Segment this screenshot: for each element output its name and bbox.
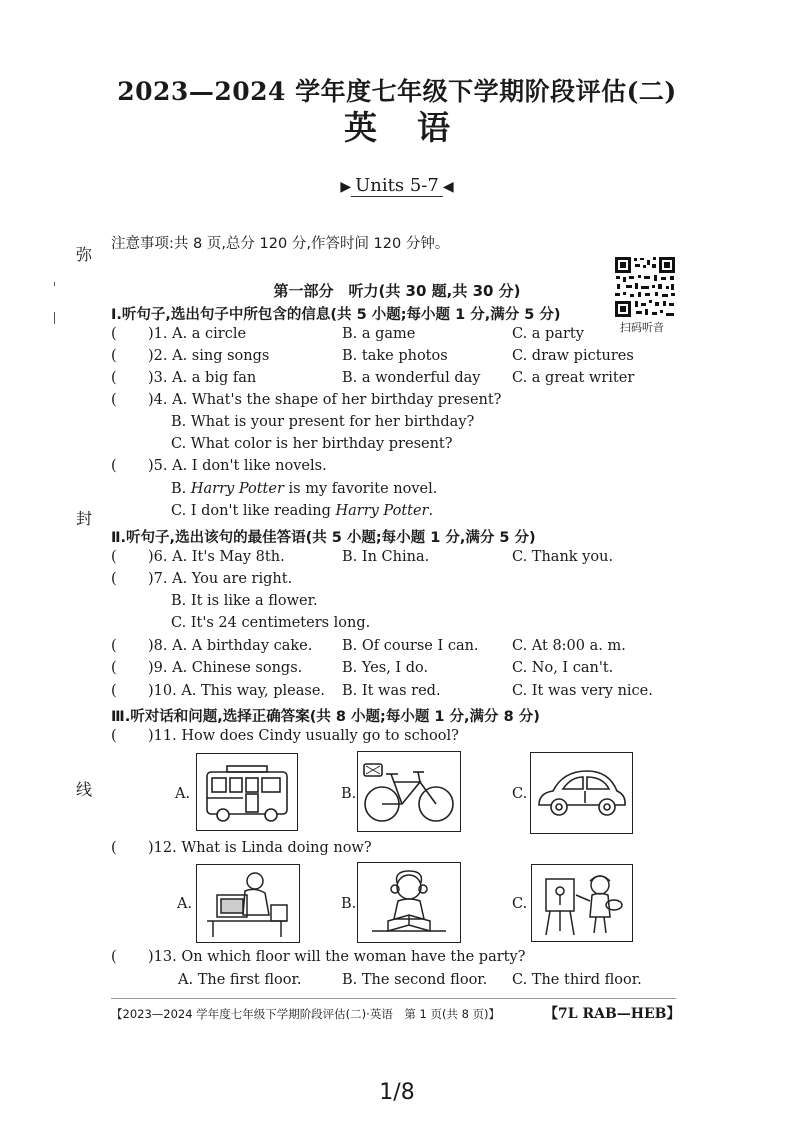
option-text: is my favorite novel. xyxy=(283,481,438,497)
question-4: )4. A. What's the shape of her birthday present? xyxy=(148,392,502,408)
question-5-option-b xyxy=(171,481,437,497)
answer-paren[interactable]: ( xyxy=(111,370,117,386)
question-13-option-b: B. The second floor. xyxy=(342,972,488,988)
book-title: Harry Potter xyxy=(335,503,429,519)
part-one-title: 第一部分 听力(共 30 题,共 30 分) xyxy=(273,282,521,300)
option-text: . xyxy=(428,503,434,519)
section-three-heading: Ⅲ.听对话和问题,选择正确答案(共 8 小题;每小题 1 分,满分 8 分) xyxy=(111,709,540,725)
reading-picture[interactable] xyxy=(357,862,461,943)
question-2-option-b: B. take photos xyxy=(342,348,448,364)
left-triangle-icon: ◀ xyxy=(442,179,454,195)
answer-paren[interactable]: ( xyxy=(111,840,117,856)
question-10-option-c: C. It was very nice. xyxy=(512,683,653,699)
question-10-option-b: B. It was red. xyxy=(342,683,441,699)
bus-picture[interactable] xyxy=(196,753,298,831)
question-13-option-a: A. The first floor. xyxy=(178,972,302,988)
page-number: 1/8 xyxy=(379,1080,415,1105)
footer-text: 【2023—2024 学年度七年级下学期阶段评估(二)·英语 第 1 页(共 8 页)】 xyxy=(111,1007,501,1021)
option-c-label: C. xyxy=(512,786,528,802)
section-two-heading: Ⅱ.听句子,选出该句的最佳答语(共 5 小题;每小题 1 分,满分 5 分) xyxy=(111,530,536,546)
answer-paren[interactable]: ( xyxy=(111,348,117,364)
answer-paren[interactable]: ( xyxy=(111,683,117,699)
exam-title: 2023—2024 学年度七年级下学期阶段评估(二) xyxy=(117,77,677,106)
option-b-label: B. xyxy=(341,786,357,802)
question-8-option-b: B. Of course I can. xyxy=(342,638,479,654)
question-2: )2. A. sing songs xyxy=(148,348,270,364)
question-13: )13. On which floor will the woman have the party? xyxy=(148,949,526,965)
question-6: )6. A. It's May 8th. xyxy=(148,549,285,565)
question-5-option-c xyxy=(171,503,433,519)
answer-paren[interactable]: ( xyxy=(111,458,117,474)
option-c-label: C. xyxy=(512,896,528,912)
option-b-label: B. xyxy=(341,896,357,912)
question-7-option-b: B. It is like a flower. xyxy=(171,593,318,609)
option-text: C. I don't like reading xyxy=(171,503,336,519)
question-4-option-b: B. What is your present for her birthday? xyxy=(171,414,475,430)
question-6-option-b: B. In China. xyxy=(342,549,430,565)
question-7-option-c: C. It's 24 centimeters long. xyxy=(171,615,371,631)
question-3-option-b: B. a wonderful day xyxy=(342,370,481,386)
footer-divider xyxy=(111,998,676,999)
answer-paren[interactable]: ( xyxy=(111,549,117,565)
question-10: )10. A. This way, please. xyxy=(148,683,326,699)
question-1-option-c: C. a party xyxy=(512,326,584,342)
book-title: Harry Potter xyxy=(190,481,284,497)
section-one-heading: Ⅰ.听句子,选出句子中所包含的信息(共 5 小题;每小题 1 分,满分 5 分) xyxy=(111,307,561,323)
question-13-option-c: C. The third floor. xyxy=(512,972,642,988)
units-label: Units 5-7 xyxy=(351,175,443,197)
question-5: )5. A. I don't like novels. xyxy=(148,458,327,474)
computer-picture[interactable] xyxy=(196,864,300,943)
question-8-option-c: C. At 8:00 a. m. xyxy=(512,638,626,654)
question-3: )3. A. a big fan xyxy=(148,370,257,386)
option-a-label: A. xyxy=(177,896,193,912)
answer-paren[interactable]: ( xyxy=(111,326,117,342)
question-9-option-b: B. Yes, I do. xyxy=(342,660,429,676)
option-a-label: A. xyxy=(175,786,191,802)
side-mark-xian: 线 xyxy=(76,780,93,799)
question-7: )7. A. You are right. xyxy=(148,571,293,587)
question-9: )9. A. Chinese songs. xyxy=(148,660,303,676)
question-12: )12. What is Linda doing now? xyxy=(148,840,372,856)
question-1: )1. A. a circle xyxy=(148,326,247,342)
car-picture[interactable] xyxy=(530,752,633,834)
units-banner xyxy=(0,175,794,197)
question-9-option-c: C. No, I can't. xyxy=(512,660,614,676)
subject-title: 英语 xyxy=(344,108,490,147)
option-letter: B. xyxy=(171,481,187,497)
question-11: )11. How does Cindy usually go to school? xyxy=(148,728,459,744)
painting-picture[interactable] xyxy=(531,864,633,942)
bicycle-picture[interactable] xyxy=(357,751,461,832)
question-1-option-b: B. a game xyxy=(342,326,416,342)
question-3-option-c: C. a great writer xyxy=(512,370,635,386)
answer-paren[interactable]: ( xyxy=(111,728,117,744)
question-2-option-c: C. draw pictures xyxy=(512,348,634,364)
question-8: )8. A. A birthday cake. xyxy=(148,638,313,654)
qr-code-icon[interactable] xyxy=(614,256,676,318)
answer-paren[interactable]: ( xyxy=(111,392,117,408)
answer-paren[interactable]: ( xyxy=(111,638,117,654)
answer-paren[interactable]: ( xyxy=(111,949,117,965)
side-mark-mi: 弥 xyxy=(76,245,93,264)
right-triangle-icon: ▶ xyxy=(340,179,352,195)
answer-paren[interactable]: ( xyxy=(111,660,117,676)
side-tick xyxy=(54,312,55,324)
qr-code-label: 扫码听音 xyxy=(620,321,664,334)
question-4-option-c: C. What color is her birthday present? xyxy=(171,436,453,452)
footer-code: 【7L RAB—HEB】 xyxy=(544,1006,681,1022)
side-mark-feng: 封 xyxy=(76,509,93,528)
answer-paren[interactable]: ( xyxy=(111,571,117,587)
notice-text: 注意事项:共 8 页,总分 120 分,作答时间 120 分钟。 xyxy=(111,236,450,252)
question-6-option-c: C. Thank you. xyxy=(512,549,614,565)
